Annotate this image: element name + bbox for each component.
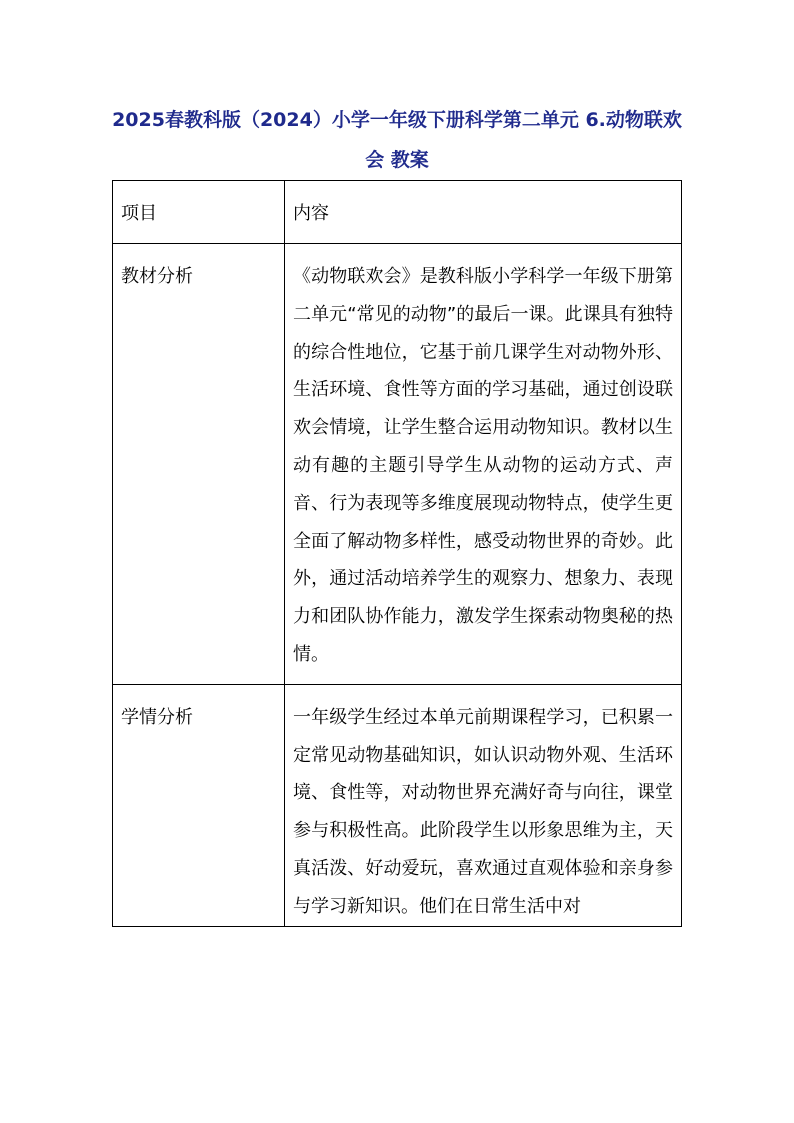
- table-row: [113, 684, 682, 926]
- row-content-student-analysis-text: 一年级学生经过本单元前期课程学习，已积累一定常见动物基础知识，如认识动物外观、生活环境、食性等，对动物世界充满好奇与向往，课堂参与积极性高。此阶段学生以形象思维为主，天真活泼、好动爱玩，喜欢通过直观体验和亲身参与学习新知识。他们在日常生活中对: [293, 706, 673, 917]
- row-content-student-analysis: [285, 684, 682, 926]
- document-title-line-1: 2025春教科版（2024）小学一年级下册科学第二单元 6.动物联欢: [112, 109, 682, 131]
- row-label-student-analysis: 学情分析: [113, 684, 285, 926]
- table-header-row: [113, 181, 682, 244]
- lesson-plan-table: [112, 180, 682, 927]
- document-title-line-2: 会 教案: [365, 149, 429, 171]
- row-content-textbook-analysis: 《动物联欢会》是教科版小学科学一年级下册第二单元“常见的动物”的最后一课。此课具有独特的综合性地位，它基于前几课学生对动物外形、生活环境、食性等方面的学习基础，通过创设联欢会情境，让学生整合运用动物知识。教材以生动有趣的主题引导学生从动物的运动方式、声音、行为表现等多维度展现动物特点，使学生更全面了解动物多样性，感受动物世界的奇妙。此外，通过活动培养学生的观察力、想象力、表现力和团队协作能力，激发学生探索动物奥秘的热情。: [285, 244, 682, 685]
- row-label-textbook-analysis: 教材分析: [113, 244, 285, 685]
- header-cell-item: 项目: [113, 181, 285, 244]
- table-row: [113, 244, 682, 685]
- header-cell-content: 内容: [285, 181, 682, 244]
